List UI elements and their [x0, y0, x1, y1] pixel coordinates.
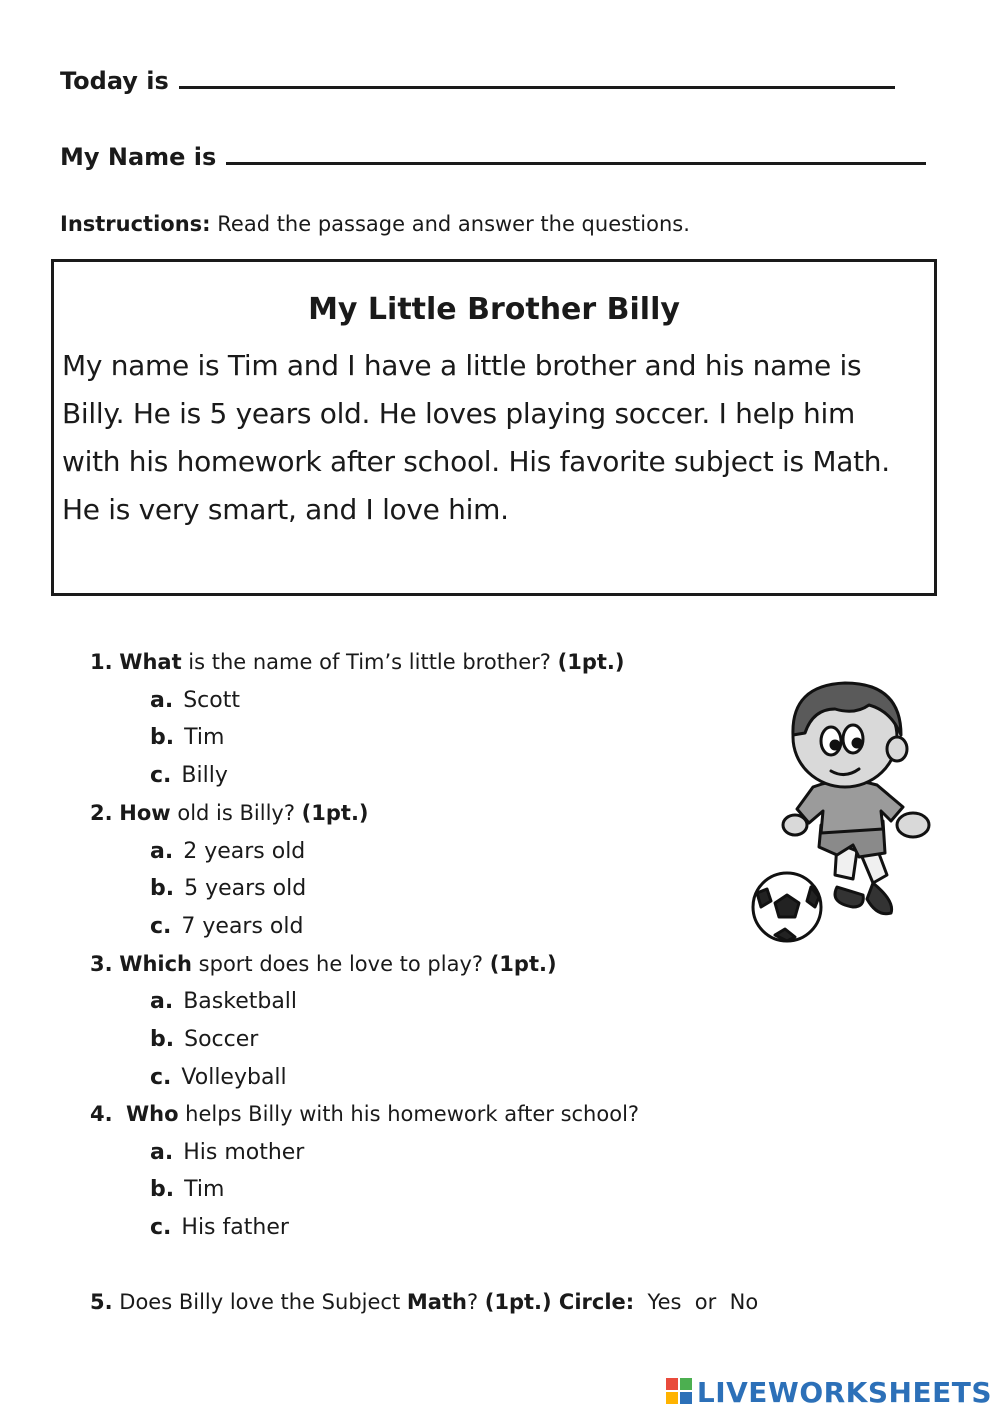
- question-number: 5.: [90, 1290, 113, 1314]
- passage-line: Billy. He is 5 years old. He loves playing soccer. I help him: [62, 397, 855, 430]
- passage-box: [51, 259, 937, 596]
- today-input-line[interactable]: [179, 64, 895, 89]
- q3-option-b[interactable]: [150, 1027, 258, 1052]
- question-keyword: Math: [406, 1290, 467, 1314]
- question-keyword: Who: [125, 1102, 179, 1126]
- question-keyword: Which: [119, 952, 192, 976]
- question-5: [90, 1290, 758, 1314]
- q2-option-a[interactable]: [150, 839, 305, 864]
- question-points: (1pt.): [484, 1290, 552, 1314]
- option-letter: c.: [150, 1215, 172, 1240]
- passage-text: [62, 342, 942, 534]
- option-text: Tim: [184, 1177, 225, 1202]
- option-text: Basketball: [183, 989, 298, 1014]
- option-text: 5 years old: [184, 876, 307, 901]
- passage-title: My Little Brother Billy: [308, 292, 680, 327]
- question-4: [90, 1102, 639, 1126]
- pupil-shape: [853, 739, 861, 747]
- yes-no-choices[interactable]: Yes or No: [634, 1290, 759, 1314]
- question-keyword: What: [119, 650, 182, 674]
- question-text: sport does he love to play?: [192, 952, 490, 976]
- option-letter: a.: [150, 1140, 174, 1165]
- name-label: My Name is: [60, 143, 217, 171]
- today-label: Today is: [60, 67, 169, 95]
- passage-line: He is very smart, and I love him.: [62, 493, 509, 526]
- question-number: 4.: [90, 1102, 113, 1126]
- question-number: 1.: [90, 650, 113, 674]
- shoe-shape: [835, 887, 863, 907]
- q1-option-b[interactable]: [150, 725, 224, 750]
- option-letter: b.: [150, 1027, 175, 1052]
- name-input-line[interactable]: [226, 140, 926, 165]
- shoe-shape: [867, 883, 892, 914]
- option-text: Tim: [184, 725, 225, 750]
- question-number: 2.: [90, 801, 113, 825]
- option-letter: b.: [150, 1177, 175, 1202]
- passage-line: My name is Tim and I have a little brother and his name is: [62, 349, 862, 382]
- question-points: (1pt.): [301, 801, 369, 825]
- option-text: Scott: [183, 688, 240, 713]
- option-text: 2 years old: [183, 839, 306, 864]
- q1-option-c[interactable]: [150, 763, 228, 788]
- q4-option-c[interactable]: [150, 1215, 289, 1240]
- question-text: is the name of Tim’s little brother?: [181, 650, 558, 674]
- question-keyword: How: [119, 801, 171, 825]
- q3-option-c[interactable]: [150, 1065, 287, 1090]
- option-letter: b.: [150, 876, 175, 901]
- circle-label: Circle:: [551, 1290, 635, 1314]
- today-row: [60, 64, 895, 95]
- q1-option-a[interactable]: [150, 688, 240, 713]
- question-text: helps Billy with his homework after school?: [178, 1102, 640, 1126]
- option-letter: c.: [150, 1065, 172, 1090]
- question-2: [90, 801, 369, 825]
- liveworksheets-brand[interactable]: [666, 1374, 992, 1410]
- shirt-shape: [797, 780, 903, 833]
- option-letter: a.: [150, 839, 174, 864]
- instructions-label: Instructions:: [60, 212, 211, 236]
- option-text: Billy: [181, 763, 228, 788]
- q3-option-a[interactable]: [150, 989, 297, 1014]
- boy-soccer-illustration: [745, 675, 945, 945]
- liveworksheets-logo-icon: [666, 1378, 694, 1406]
- option-text: 7 years old: [181, 914, 304, 939]
- q2-option-b[interactable]: [150, 876, 306, 901]
- question-3: [90, 952, 557, 976]
- question-points: (1pt.): [489, 952, 557, 976]
- instructions-text: Read the passage and answer the questions.: [210, 212, 690, 236]
- brand-name: LIVEWORKSHEETS: [696, 1375, 992, 1409]
- option-text: Soccer: [184, 1027, 259, 1052]
- pupil-shape: [831, 741, 839, 749]
- hand-shape: [783, 815, 807, 835]
- q4-option-b[interactable]: [150, 1177, 224, 1202]
- ear-shape: [887, 737, 907, 761]
- name-row: [60, 140, 926, 171]
- instructions: [60, 212, 690, 236]
- option-letter: a.: [150, 989, 174, 1014]
- option-text: Volleyball: [181, 1065, 287, 1090]
- question-number: 3.: [90, 952, 113, 976]
- question-text: old is Billy?: [170, 801, 302, 825]
- question-1: [90, 650, 624, 674]
- option-letter: c.: [150, 763, 172, 788]
- question-text: Does Billy love the Subject: [112, 1290, 407, 1314]
- q4-option-a[interactable]: [150, 1140, 304, 1165]
- question-points: (1pt.): [557, 650, 625, 674]
- option-letter: b.: [150, 725, 175, 750]
- passage-line: with his homework after school. His favorite subject is Math.: [62, 445, 890, 478]
- option-text: His father: [181, 1215, 289, 1240]
- q2-option-c[interactable]: [150, 914, 303, 939]
- hand-shape: [897, 813, 929, 837]
- option-text: His mother: [183, 1140, 305, 1165]
- question-text: ?: [466, 1290, 485, 1314]
- option-letter: a.: [150, 688, 174, 713]
- option-letter: c.: [150, 914, 172, 939]
